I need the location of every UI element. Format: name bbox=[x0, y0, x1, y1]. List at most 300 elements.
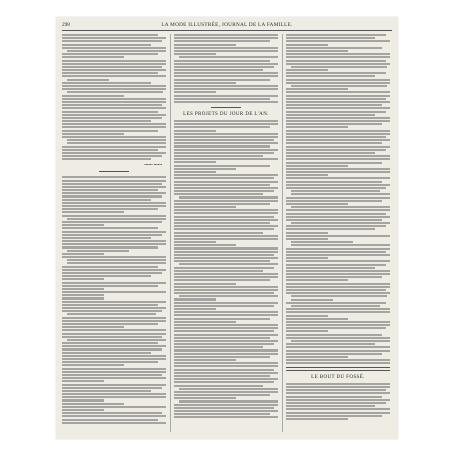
text-line bbox=[174, 385, 263, 387]
section-divider bbox=[286, 367, 390, 371]
text-line bbox=[286, 60, 386, 62]
text-line bbox=[62, 37, 166, 39]
text-line bbox=[286, 248, 390, 250]
text-line bbox=[286, 203, 348, 205]
text-line bbox=[286, 200, 382, 202]
text-line bbox=[62, 275, 151, 277]
text-line bbox=[174, 337, 270, 339]
text-line bbox=[62, 310, 162, 312]
text-line bbox=[174, 346, 263, 348]
text-line bbox=[174, 251, 278, 253]
text-line bbox=[174, 327, 278, 329]
text-line bbox=[174, 95, 278, 97]
text-line bbox=[286, 187, 386, 189]
text-line bbox=[62, 56, 124, 58]
text-line bbox=[179, 56, 278, 58]
text-line bbox=[286, 146, 390, 148]
text-line bbox=[62, 234, 162, 236]
text-line bbox=[62, 183, 162, 185]
text-line bbox=[174, 69, 263, 71]
text-line bbox=[62, 231, 166, 233]
newspaper-page bbox=[56, 17, 398, 439]
text-line bbox=[286, 165, 348, 167]
text-line bbox=[286, 292, 390, 294]
column-1 bbox=[62, 34, 166, 432]
text-line bbox=[179, 295, 278, 297]
text-line bbox=[286, 213, 386, 215]
text-line bbox=[174, 101, 278, 103]
text-line bbox=[174, 181, 278, 183]
text-line bbox=[286, 47, 382, 49]
text-line bbox=[62, 40, 162, 42]
text-line bbox=[286, 232, 328, 234]
text-line bbox=[286, 142, 382, 144]
text-line bbox=[286, 79, 390, 81]
text-line bbox=[291, 193, 390, 195]
text-line bbox=[174, 200, 278, 202]
text-line bbox=[174, 216, 274, 218]
text-line bbox=[67, 139, 166, 141]
text-line bbox=[174, 298, 216, 300]
text-line bbox=[286, 356, 348, 358]
text-line bbox=[174, 232, 263, 234]
text-line bbox=[62, 88, 166, 90]
text-line bbox=[67, 313, 156, 315]
text-line bbox=[62, 158, 151, 160]
text-line bbox=[62, 371, 166, 373]
text-line bbox=[174, 416, 278, 418]
text-line bbox=[67, 79, 109, 81]
text-line bbox=[179, 263, 278, 265]
text-line bbox=[62, 192, 166, 194]
text-line bbox=[174, 133, 278, 135]
text-line bbox=[62, 240, 166, 242]
text-line bbox=[286, 114, 375, 116]
text-line bbox=[174, 359, 236, 361]
text-line bbox=[174, 289, 278, 291]
text-line bbox=[286, 308, 390, 310]
text-line bbox=[174, 404, 278, 406]
text-line bbox=[174, 47, 278, 49]
article-heading-bout-du-fosse: LE BOUT DU FOSSÉ. bbox=[311, 374, 365, 380]
text-line bbox=[286, 276, 382, 278]
text-line bbox=[174, 177, 274, 179]
text-line bbox=[62, 403, 124, 405]
text-line bbox=[67, 91, 163, 93]
text-line bbox=[62, 133, 124, 135]
article-heading-projets: LES PROJETS DU JOUR DE L'AN. bbox=[183, 111, 269, 117]
text-line bbox=[174, 343, 274, 345]
text-line bbox=[291, 244, 390, 246]
text-line bbox=[174, 161, 216, 163]
text-line bbox=[174, 219, 278, 221]
text-line bbox=[62, 269, 166, 271]
text-line bbox=[291, 66, 387, 68]
text-line bbox=[179, 196, 278, 198]
page-number: 298 bbox=[62, 22, 70, 28]
text-line bbox=[291, 85, 387, 87]
text-line bbox=[174, 362, 278, 364]
text-line bbox=[174, 235, 278, 237]
text-line bbox=[286, 177, 390, 179]
text-line bbox=[62, 393, 166, 395]
text-line bbox=[62, 117, 162, 119]
text-line bbox=[174, 203, 270, 205]
text-line bbox=[62, 419, 158, 421]
text-line bbox=[286, 251, 386, 253]
text-line bbox=[174, 308, 216, 310]
text-line bbox=[286, 184, 390, 186]
text-line bbox=[286, 330, 328, 332]
text-line bbox=[174, 241, 216, 243]
text-line bbox=[174, 356, 270, 358]
text-line bbox=[67, 218, 166, 220]
text-block bbox=[286, 383, 390, 420]
text-line bbox=[286, 386, 390, 388]
text-line bbox=[62, 409, 104, 411]
text-line bbox=[174, 165, 270, 167]
text-line bbox=[286, 216, 390, 218]
text-line bbox=[286, 399, 390, 401]
text-line bbox=[286, 155, 390, 157]
text-line bbox=[62, 104, 162, 106]
text-line bbox=[174, 324, 278, 326]
text-line bbox=[286, 133, 390, 135]
text-line bbox=[62, 396, 166, 398]
section-divider bbox=[99, 171, 129, 172]
text-line bbox=[62, 278, 104, 280]
text-line bbox=[286, 383, 390, 385]
section-divider bbox=[211, 107, 241, 108]
text-line bbox=[62, 202, 166, 204]
text-line bbox=[174, 410, 278, 412]
text-line bbox=[174, 184, 270, 186]
text-line bbox=[62, 34, 158, 36]
text-line bbox=[179, 388, 278, 390]
text-line bbox=[291, 206, 390, 208]
text-line bbox=[62, 342, 158, 344]
text-block bbox=[62, 34, 166, 160]
text-line bbox=[174, 152, 274, 154]
text-line bbox=[286, 415, 382, 417]
text-line bbox=[286, 396, 382, 398]
text-line bbox=[62, 69, 166, 71]
text-line bbox=[174, 260, 270, 262]
text-line bbox=[62, 186, 166, 188]
text-line bbox=[174, 88, 278, 90]
text-line bbox=[62, 72, 158, 74]
text-line bbox=[286, 327, 386, 329]
text-line bbox=[62, 189, 158, 191]
text-line bbox=[286, 98, 386, 100]
text-block bbox=[174, 34, 278, 103]
text-line bbox=[286, 63, 390, 65]
text-line bbox=[62, 75, 166, 77]
text-line bbox=[286, 362, 390, 364]
text-line bbox=[174, 334, 278, 336]
text-line bbox=[174, 193, 263, 195]
text-line bbox=[62, 399, 104, 401]
text-line bbox=[286, 402, 386, 404]
text-line bbox=[67, 50, 166, 52]
text-line bbox=[174, 53, 216, 55]
text-line bbox=[67, 339, 166, 341]
text-line bbox=[174, 254, 274, 256]
text-line bbox=[174, 276, 278, 278]
text-line bbox=[286, 418, 348, 420]
text-line bbox=[174, 40, 270, 42]
text-line bbox=[286, 95, 390, 97]
text-line bbox=[286, 40, 390, 42]
text-line bbox=[286, 136, 386, 138]
text-line bbox=[62, 180, 166, 182]
text-line bbox=[286, 130, 390, 132]
text-line bbox=[62, 208, 158, 210]
text-line bbox=[62, 85, 166, 87]
text-line bbox=[286, 289, 386, 291]
text-line bbox=[62, 53, 158, 55]
text-line bbox=[62, 107, 166, 109]
text-line bbox=[286, 318, 348, 320]
text-line bbox=[62, 323, 158, 325]
text-line bbox=[62, 195, 162, 197]
text-line bbox=[174, 34, 278, 36]
text-line bbox=[62, 377, 166, 379]
text-line bbox=[286, 392, 390, 394]
text-line bbox=[62, 123, 166, 125]
text-line bbox=[62, 355, 166, 357]
text-line bbox=[62, 361, 158, 363]
column-2 bbox=[174, 34, 278, 432]
text-line bbox=[286, 88, 348, 90]
text-line bbox=[291, 222, 390, 224]
text-line bbox=[291, 299, 333, 301]
text-line bbox=[286, 337, 390, 339]
text-line bbox=[174, 286, 278, 288]
text-line bbox=[286, 408, 390, 410]
text-line bbox=[174, 212, 278, 214]
text-block bbox=[62, 176, 166, 423]
text-line bbox=[62, 111, 158, 113]
text-line bbox=[286, 389, 386, 391]
text-line bbox=[286, 149, 386, 151]
text-line bbox=[174, 126, 270, 128]
text-line bbox=[67, 259, 166, 261]
text-line bbox=[62, 368, 166, 370]
text-line bbox=[286, 228, 375, 230]
text-line bbox=[286, 264, 386, 266]
text-line bbox=[174, 37, 278, 39]
text-line bbox=[174, 91, 216, 93]
text-line bbox=[174, 187, 278, 189]
text-line bbox=[174, 365, 278, 367]
text-line bbox=[174, 139, 274, 141]
text-line bbox=[62, 82, 151, 84]
text-line bbox=[286, 107, 390, 109]
text-line bbox=[174, 349, 278, 351]
text-line bbox=[62, 149, 158, 151]
text-line bbox=[286, 257, 328, 259]
text-line bbox=[67, 250, 129, 252]
text-line bbox=[286, 197, 390, 199]
column-separator bbox=[282, 34, 283, 432]
text-line bbox=[286, 152, 375, 154]
text-line bbox=[286, 91, 390, 93]
text-line bbox=[174, 372, 278, 374]
text-line bbox=[62, 380, 104, 382]
text-line bbox=[286, 219, 382, 221]
text-line bbox=[174, 247, 278, 249]
text-line bbox=[286, 321, 390, 323]
text-line bbox=[62, 130, 158, 132]
text-line bbox=[174, 120, 278, 122]
text-line bbox=[62, 333, 166, 335]
text-line bbox=[286, 53, 390, 55]
text-line bbox=[286, 279, 348, 281]
text-line bbox=[62, 364, 124, 366]
text-line bbox=[286, 50, 348, 52]
text-line bbox=[174, 145, 270, 147]
article-signature: •••••• •••••• bbox=[144, 162, 162, 168]
text-line bbox=[174, 238, 278, 240]
text-line bbox=[62, 320, 166, 322]
text-line bbox=[174, 158, 278, 160]
text-line bbox=[62, 136, 166, 138]
text-line bbox=[67, 142, 166, 144]
text-line bbox=[286, 315, 328, 317]
text-line bbox=[62, 95, 124, 97]
text-line bbox=[62, 387, 162, 389]
text-line bbox=[62, 211, 124, 213]
text-line bbox=[62, 224, 104, 226]
text-line bbox=[174, 244, 236, 246]
text-line bbox=[286, 139, 390, 141]
text-line bbox=[286, 346, 390, 348]
text-line bbox=[174, 394, 270, 396]
text-line bbox=[174, 305, 274, 307]
text-line bbox=[174, 44, 236, 46]
text-line bbox=[174, 292, 274, 294]
text-line bbox=[62, 358, 166, 360]
text-block bbox=[174, 120, 278, 418]
text-line bbox=[174, 155, 263, 157]
text-line bbox=[62, 390, 151, 392]
text-line bbox=[67, 262, 166, 264]
text-line bbox=[62, 345, 166, 347]
text-line bbox=[174, 283, 236, 285]
text-line bbox=[62, 101, 166, 103]
text-line bbox=[291, 305, 380, 307]
text-line bbox=[62, 237, 151, 239]
text-line bbox=[286, 311, 390, 313]
text-line bbox=[62, 304, 158, 306]
text-line bbox=[286, 44, 328, 46]
text-line bbox=[62, 326, 124, 328]
text-line bbox=[286, 168, 390, 170]
text-line bbox=[286, 120, 390, 122]
text-line bbox=[174, 353, 278, 355]
text-line bbox=[174, 321, 236, 323]
text-line bbox=[62, 297, 104, 299]
text-line bbox=[174, 171, 216, 173]
text-line bbox=[286, 412, 390, 414]
text-line bbox=[174, 273, 278, 275]
text-line bbox=[174, 314, 278, 316]
text-line bbox=[62, 415, 166, 417]
text-line bbox=[291, 340, 390, 342]
text-line bbox=[174, 98, 270, 100]
text-line bbox=[174, 311, 278, 313]
text-line bbox=[286, 82, 390, 84]
text-line bbox=[286, 405, 375, 407]
text-line bbox=[62, 384, 166, 386]
text-line bbox=[174, 168, 236, 170]
text-line bbox=[62, 66, 162, 68]
text-line bbox=[286, 69, 328, 71]
text-line bbox=[62, 412, 162, 414]
text-line bbox=[286, 343, 375, 345]
text-line bbox=[286, 104, 382, 106]
text-line bbox=[286, 111, 386, 113]
text-line bbox=[62, 348, 162, 350]
text-line bbox=[62, 294, 104, 296]
text-line bbox=[174, 85, 278, 87]
text-line bbox=[286, 270, 390, 272]
text-line bbox=[174, 149, 278, 151]
text-line bbox=[62, 60, 166, 62]
text-line bbox=[286, 162, 382, 164]
text-line bbox=[286, 254, 390, 256]
text-line bbox=[286, 324, 390, 326]
text-line bbox=[174, 257, 278, 259]
text-line bbox=[62, 272, 162, 274]
text-line bbox=[286, 158, 390, 160]
text-line bbox=[174, 267, 274, 269]
text-line bbox=[62, 406, 166, 408]
text-line bbox=[62, 155, 162, 157]
text-line bbox=[286, 174, 328, 176]
text-line bbox=[174, 75, 278, 77]
text-line bbox=[62, 336, 162, 338]
text-line bbox=[62, 422, 166, 424]
text-line bbox=[174, 381, 274, 383]
text-line bbox=[62, 246, 158, 248]
text-line bbox=[62, 152, 166, 154]
text-line bbox=[174, 391, 278, 393]
text-line bbox=[62, 291, 166, 293]
text-line bbox=[62, 126, 166, 128]
text-line bbox=[286, 286, 390, 288]
text-line bbox=[62, 352, 151, 354]
text-line bbox=[62, 146, 166, 148]
journal-title: LA MODE ILLUSTRÉE, JOURNAL DE LA FAMILLE. bbox=[161, 22, 293, 28]
text-line bbox=[62, 205, 166, 207]
text-line bbox=[174, 60, 270, 62]
text-line bbox=[62, 63, 166, 65]
text-line bbox=[174, 130, 216, 132]
text-line bbox=[174, 270, 263, 272]
text-line bbox=[286, 359, 390, 361]
text-line bbox=[174, 222, 270, 224]
text-line bbox=[62, 317, 166, 319]
text-line bbox=[174, 407, 274, 409]
text-line bbox=[62, 301, 166, 303]
text-line bbox=[286, 238, 328, 240]
text-line bbox=[286, 225, 386, 227]
text-line bbox=[174, 136, 278, 138]
text-line bbox=[62, 44, 151, 46]
text-line bbox=[62, 374, 162, 376]
